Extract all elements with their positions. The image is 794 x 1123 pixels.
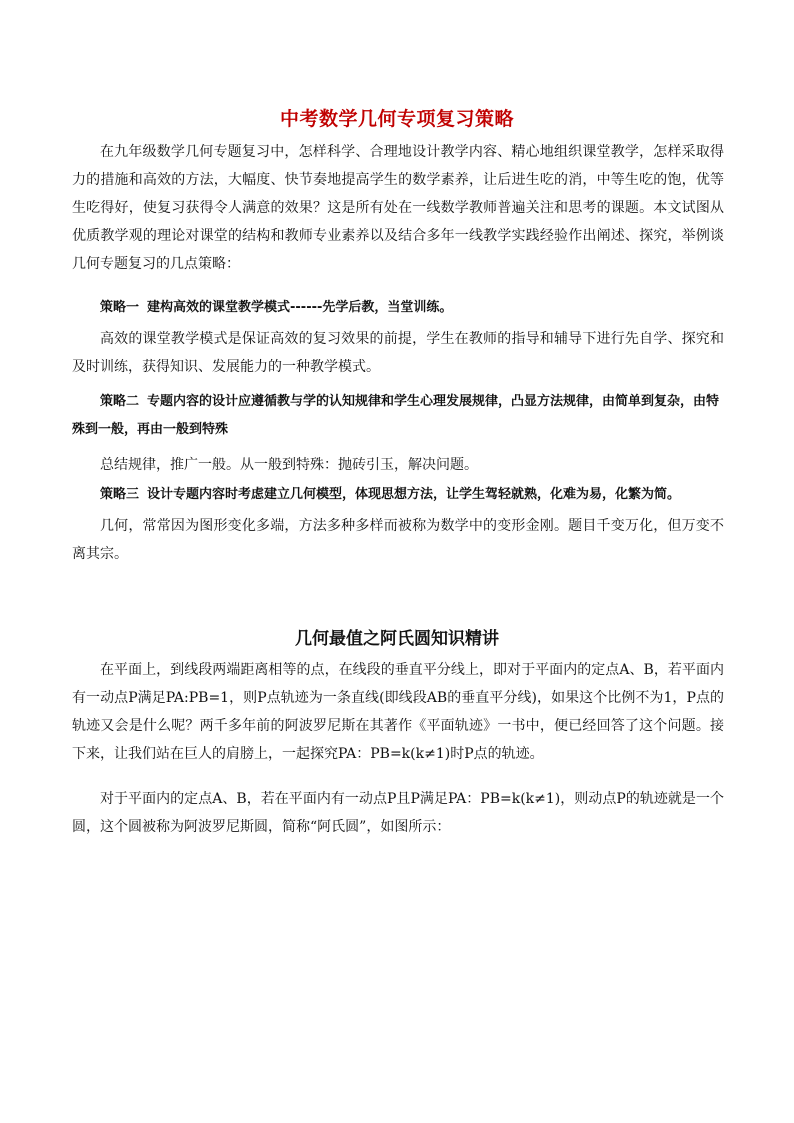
section2-para1: 在平面上，到线段两端距离相等的点，在线段的垂直平分线上，即对于平面内的定点A、B，若平面内有一动点P满足PA:PB=1，则P点轨迹为一条直线(即线段AB的垂直平分线)，如果这个比例不为1，P点的轨迹又会是什么呢？两千多年前的阿波罗尼斯在其著作《平面轨迹》一书中，便已经回答了这个问题。接下来，让我们站在巨人的肩膀上，一起探究PA：PB=k(k≠1)时P点的轨迹。 (72, 662, 724, 762)
strategy3-text: 设计专题内容时考虑建立几何模型，体现思想方法，让学生驾轻就熟，化难为易，化繁为简。 (147, 487, 681, 502)
strategy1-body: 高效的课堂教学模式是保证高效的复习效果的前提，学生在教师的指导和辅导下进行先自学、探究和及时训练，获得知识、发展能力的一种教学模式。 (72, 331, 724, 375)
strategy1-text: 建构高效的课堂教学模式------先学后教，当堂训练。 (147, 300, 453, 315)
strategy1-label: 策略一 (100, 300, 140, 315)
strategy3-label: 策略三 (100, 487, 140, 502)
strategy1-heading (72, 294, 724, 322)
section1-intro: 在九年级数学几何专题复习中，怎样科学、合理地设计教学内容、精心地组织课堂教学，怎样采取得力的措施和高效的方法，大幅度、快节奏地提高学生的数学素养，让后进生吃的消，中等生吃的饱，优等生吃得好，使复习获得令人满意的效果？这是所有处在一线数学教师普遍关注和思考的课题。本文试图从优质教学观的理论对课堂的结构和教师专业素养以及结合多年一线教学实践经验作出阐述、探究，举例谈几何专题复习的几点策略： (72, 144, 724, 272)
strategy2-heading (72, 388, 724, 444)
strategy3-body: 几何，常常因为图形变化多端，方法多种多样而被称为数学中的变形金刚。题目千变万化，但万变不离其宗。 (72, 518, 724, 562)
section2-title: 几何最值之阿氏圆知识精讲 (295, 629, 499, 649)
section1-title: 中考数学几何专项复习策略 (279, 108, 514, 130)
strategy2-text: 专题内容的设计应遵循教与学的认知规律和学生心理发展规律，凸显方法规律，由简单到复杂，由特殊到一般，再由一般到特殊 (72, 394, 720, 437)
strategy3-heading (72, 481, 724, 509)
strategy2-label: 策略二 (100, 394, 140, 409)
section2-para2: 对于平面内的定点A、B，若在平面内有一动点P且P满足PA：PB=k(k≠1)，则动点P的轨迹就是一个圆，这个圆被称为阿波罗尼斯圆，简称“阿氏圆”，如图所示： (72, 791, 724, 835)
strategy2-body: 总结规律，推广一般。从一般到特殊：抛砖引玉，解决问题。 (100, 457, 478, 473)
